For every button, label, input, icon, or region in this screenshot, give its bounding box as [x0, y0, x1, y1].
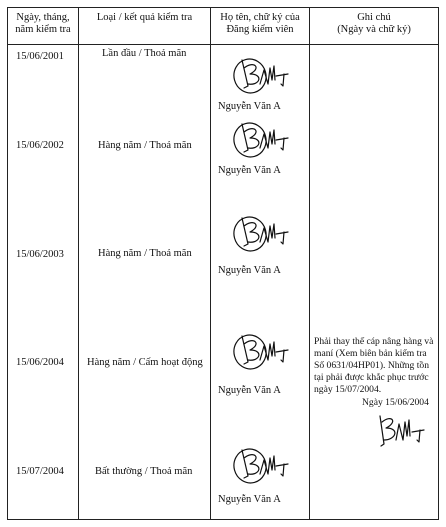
- row-5-inspector: Nguyễn Văn A: [218, 494, 281, 505]
- row-3-result: Hàng năm / Thoả mãn: [98, 248, 192, 259]
- row-4-note: Phải thay thế cáp nâng hàng và maní (Xem biên bản kiểm tra Số 0631/04HP01). Những tồn tại phải được khắc phục trước ngày 15/07/2004.: [314, 336, 434, 395]
- header-date: Ngày, tháng, năm kiểm tra: [15, 12, 71, 35]
- row-1-inspector: Nguyễn Văn A: [218, 101, 281, 112]
- header-type: Loại / kết quả kiểm tra: [96, 12, 193, 23]
- row-2-date: 15/06/2002: [16, 140, 64, 151]
- row-2-inspector: Nguyễn Văn A: [218, 165, 281, 176]
- inspector-signature-icon: [228, 326, 298, 374]
- row-1-result: Lần đầu / Thoả mãn: [102, 48, 187, 59]
- row-3-date: 15/06/2003: [16, 249, 64, 260]
- row-4-date: 15/06/2004: [16, 357, 64, 368]
- inspector-signature-icon: [228, 50, 298, 98]
- inspector-signature-icon: [228, 114, 298, 162]
- row-3-inspector: Nguyễn Văn A: [218, 265, 281, 276]
- note-signature-icon: [372, 410, 432, 452]
- row-4-note-date: Ngày 15/06/2004: [362, 397, 429, 408]
- row-4-inspector: Nguyễn Văn A: [218, 385, 281, 396]
- row-1-date: 15/06/2001: [16, 51, 64, 62]
- row-5-result: Bất thường / Thoả mãn: [95, 466, 193, 477]
- header-inspector: Họ tên, chữ ký của Đăng kiểm viên: [220, 12, 300, 35]
- inspector-signature-icon: [228, 440, 298, 488]
- row-2-result: Hàng năm / Thoả mãn: [98, 140, 192, 151]
- row-5-date: 15/07/2004: [16, 466, 64, 477]
- inspector-signature-icon: [228, 208, 298, 256]
- row-4-result: Hàng năm / Cấm hoạt động: [87, 357, 203, 368]
- header-note: Ghi chú (Ngày và chữ ký): [337, 12, 411, 35]
